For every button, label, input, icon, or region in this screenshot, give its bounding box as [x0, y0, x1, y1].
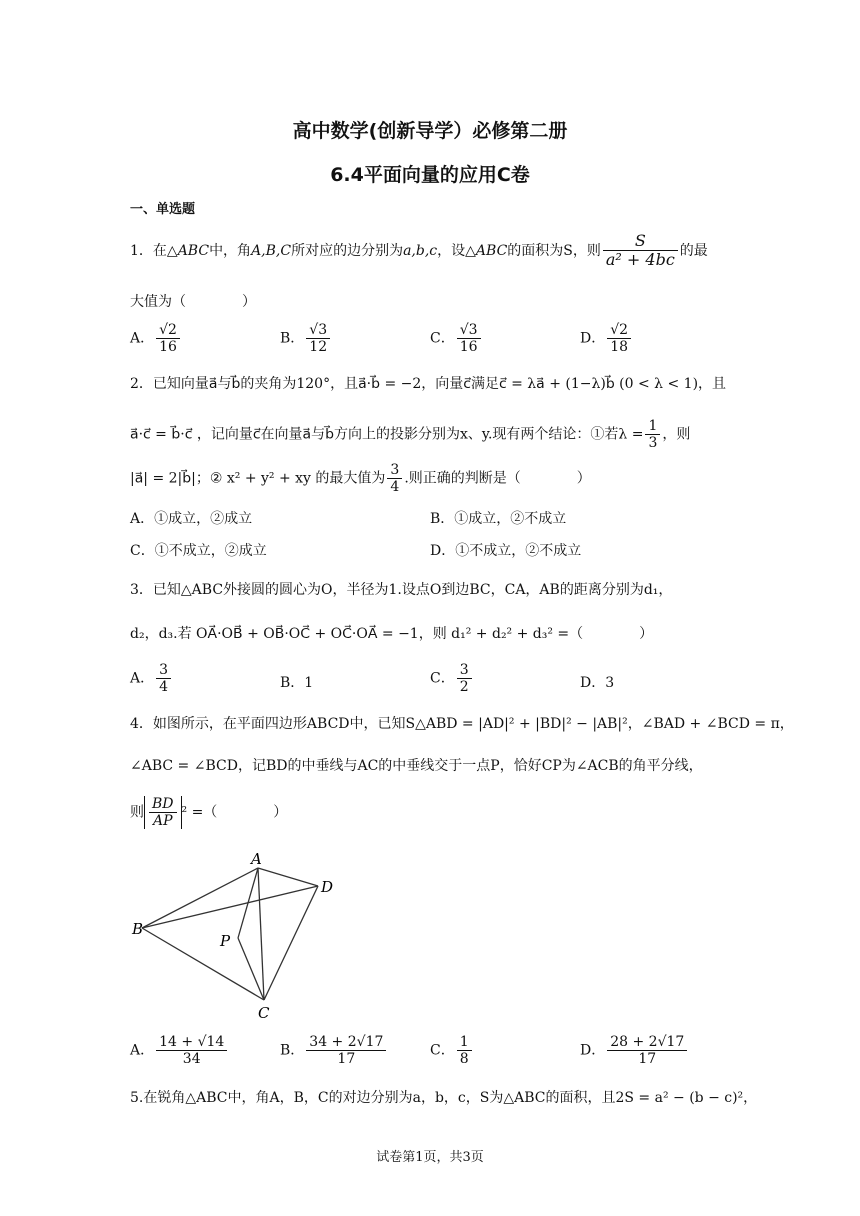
- question-5-line-1: 5.在锐角△ABC中，角A，B，C的对边分别为a，b，c，S为△ABC的面积，且2S = a² − (b − c)²，: [130, 1090, 758, 1106]
- label-c: C: [258, 1004, 270, 1022]
- page-title: 高中数学(创新导学）必修第二册: [292, 120, 568, 142]
- q2-option-d[interactable]: D．①不成立，②不成立: [430, 543, 582, 559]
- q2-option-a[interactable]: A．①成立，②成立: [130, 511, 253, 527]
- q3-option-d[interactable]: D．3: [580, 675, 615, 691]
- edge-bc: [142, 928, 264, 1000]
- label-d: D: [321, 878, 334, 896]
- edge-bd: [142, 886, 318, 928]
- question-4-line-3: 则 $\frac{BD}{AP}$ ² =（ ）: [130, 796, 288, 830]
- question-1-line-1: 1．在△ABC中，角A,B,C所对应的边分别为a,b,c，设△ABC的面积为S，则 $\frac{S}{\text{a² + 4bc}}$ 的最: [130, 231, 708, 270]
- quadrilateral-figure: [128, 846, 348, 1026]
- question-4-line-1: 4．如图所示，在平面四边形ABCD中，已知S△ABD = |AD|² + |BD|² − |AB|²，∠BAD + ∠BCD = π，: [130, 716, 794, 732]
- label-b: B: [132, 920, 144, 938]
- section-heading: 一、单选题: [130, 202, 196, 217]
- edge-pa: [238, 868, 258, 938]
- q1-fraction: $\frac{S}{\text{a² + 4bc}}$: [603, 232, 678, 270]
- q2-option-c[interactable]: C．①不成立，②成立: [130, 543, 267, 559]
- q1-option-b[interactable]: B． $\frac{√3}{12}$: [280, 322, 332, 355]
- edge-pc: [238, 938, 264, 1000]
- question-2-line-3: |a⃗| = 2|b⃗|；② x² + y² + xy 的最大值为 $\frac{3}{4}$ .则正确的判断是（ ）: [130, 462, 591, 496]
- q4-option-b[interactable]: B． $\frac{34 + 2√17}{17}$: [280, 1034, 388, 1067]
- edge-ad: [258, 868, 318, 886]
- edge-ab: [142, 868, 258, 928]
- q1-option-c[interactable]: C． $\frac{√3}{16}$: [430, 322, 483, 355]
- question-1-line-2: 大值为（ ）: [130, 294, 256, 310]
- q2-option-b[interactable]: B．①成立，②不成立: [430, 511, 567, 527]
- edge-dc: [264, 886, 318, 1000]
- question-2-line-1: 2．已知向量a⃗与b⃗的夹角为120°，且a⃗·b⃗ = −2，向量c⃗满足c⃗ = λa⃗ + (1−λ)b⃗ (0 < λ < 1)，且: [130, 376, 727, 392]
- q4-option-c[interactable]: C． $\frac{1}{8}$: [430, 1034, 474, 1067]
- q4-option-a[interactable]: A． $\frac{14 + √14}{34}$: [130, 1034, 229, 1067]
- q1-option-a[interactable]: A． $\frac{√2}{16}$: [130, 322, 182, 355]
- question-3-line-2: d₂，d₃.若 OA⃗·OB⃗ + OB⃗·OC⃗ + OC⃗·OA⃗ = −1，则 d₁² + d₂² + d₃² =（ ）: [130, 626, 654, 642]
- question-4-line-2: ∠ABC = ∠BCD，记BD的中垂线与AC的中垂线交于一点P，恰好CP为∠ACB的角平分线，: [130, 758, 703, 774]
- label-a: A: [251, 850, 262, 868]
- q3-option-c[interactable]: C． $\frac{3}{2}$: [430, 662, 474, 695]
- q3-option-a[interactable]: A． $\frac{3}{4}$: [130, 662, 173, 695]
- q4-option-d[interactable]: D． $\frac{28 + 2√17}{17}$: [580, 1034, 689, 1067]
- question-2-line-2: a⃗·c⃗ = b⃗·c⃗ ，记向量c⃗在向量a⃗与b⃗方向上的投影分别为x、y.现有两个结论：①若λ = $\frac{1}{3}$ ，则: [130, 418, 691, 452]
- question-3-line-1: 3．已知△ABC外接圆的圆心为O，半径为1.设点O到边BC，CA，AB的距离分别为d₁，: [130, 582, 673, 598]
- edge-ac: [258, 868, 264, 1000]
- q3-option-b[interactable]: B．1: [280, 675, 314, 691]
- page-subtitle: 6.4平面向量的应用C卷: [330, 164, 530, 186]
- label-p: P: [220, 932, 231, 950]
- page-footer: 试卷第1页，共3页: [376, 1150, 484, 1165]
- q1-option-d[interactable]: D． $\frac{√2}{18}$: [580, 322, 633, 355]
